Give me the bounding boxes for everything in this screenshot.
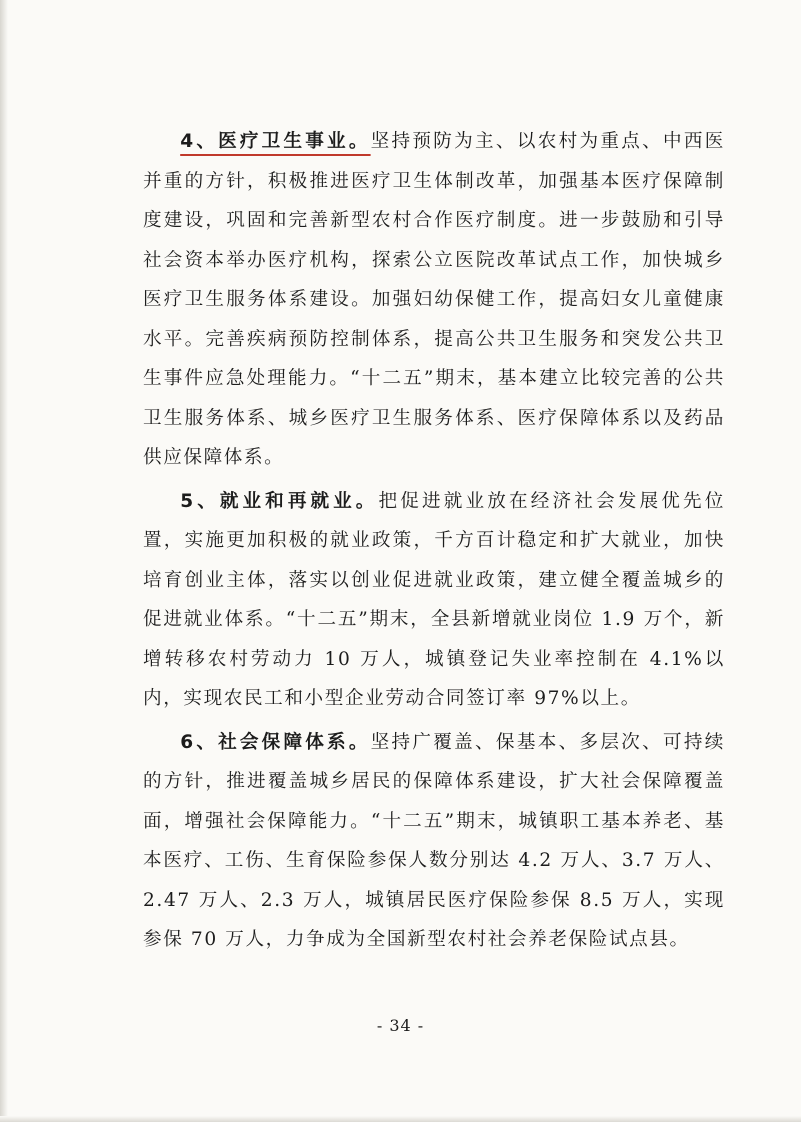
- section-text: 把促进就业放在经济社会发展优先位置，实施更加积极的就业政策，千方百计稳定和扩大就业，加快培育创业主体，落实以创业促进就业政策，建立健全覆盖城乡的促进就业体系。“十二五”期末，全县新增就业岗位 1.9 万个，新增转移农村劳动力 10 万人，城镇登记失业率控制在 4.1%以内，实现农民工和小型企业劳动合同签订率 97%以上。: [143, 490, 725, 709]
- page-edge-bottom: [0, 1116, 801, 1122]
- page-edge: [0, 0, 8, 1122]
- section-text: 坚持广覆盖、保基本、多层次、可持续的方针，推进覆盖城乡居民的保障体系建设，扩大社会保障覆盖面，增强社会保障能力。“十二五”期末，城镇职工基本养老、基本医疗、工伤、生育保险参保人数分别达 4.2 万人、3.7 万人、2.47 万人、2.3 万人，城镇居民医疗保险参保 8.5 万人，实现参保 70 万人，力争成为全国新型农村社会养老保险试点县。: [143, 731, 725, 950]
- section-text: 坚持预防为主、以农村为重点、中西医并重的方针，积极推进医疗卫生体制改革，加强基本医疗保障制度建设，巩固和完善新型农村合作医疗制度。进一步鼓励和引导社会资本举办医疗机构，探索公立医院改革试点工作，加快城乡医疗卫生服务体系建设。加强妇幼保健工作，提高妇女儿童健康水平。完善疾病预防控制体系，提高公共卫生服务和突发公共卫生事件应急处理能力。“十二五”期末，基本建立比较完善的公共卫生服务体系、城乡医疗卫生服务体系、医疗保障体系以及药品供应保障体系。: [143, 131, 725, 468]
- document-body: [143, 122, 725, 964]
- section-heading: 4、医疗卫生事业。: [180, 131, 371, 152]
- section-employment: [143, 482, 725, 719]
- section-social-security: [143, 723, 725, 960]
- section-medical-health: [143, 122, 725, 478]
- section-heading: 5、就业和再就业。: [180, 490, 379, 512]
- page-number: - 34 -: [376, 1016, 425, 1035]
- section-heading: 6、社会保障体系。: [180, 731, 371, 753]
